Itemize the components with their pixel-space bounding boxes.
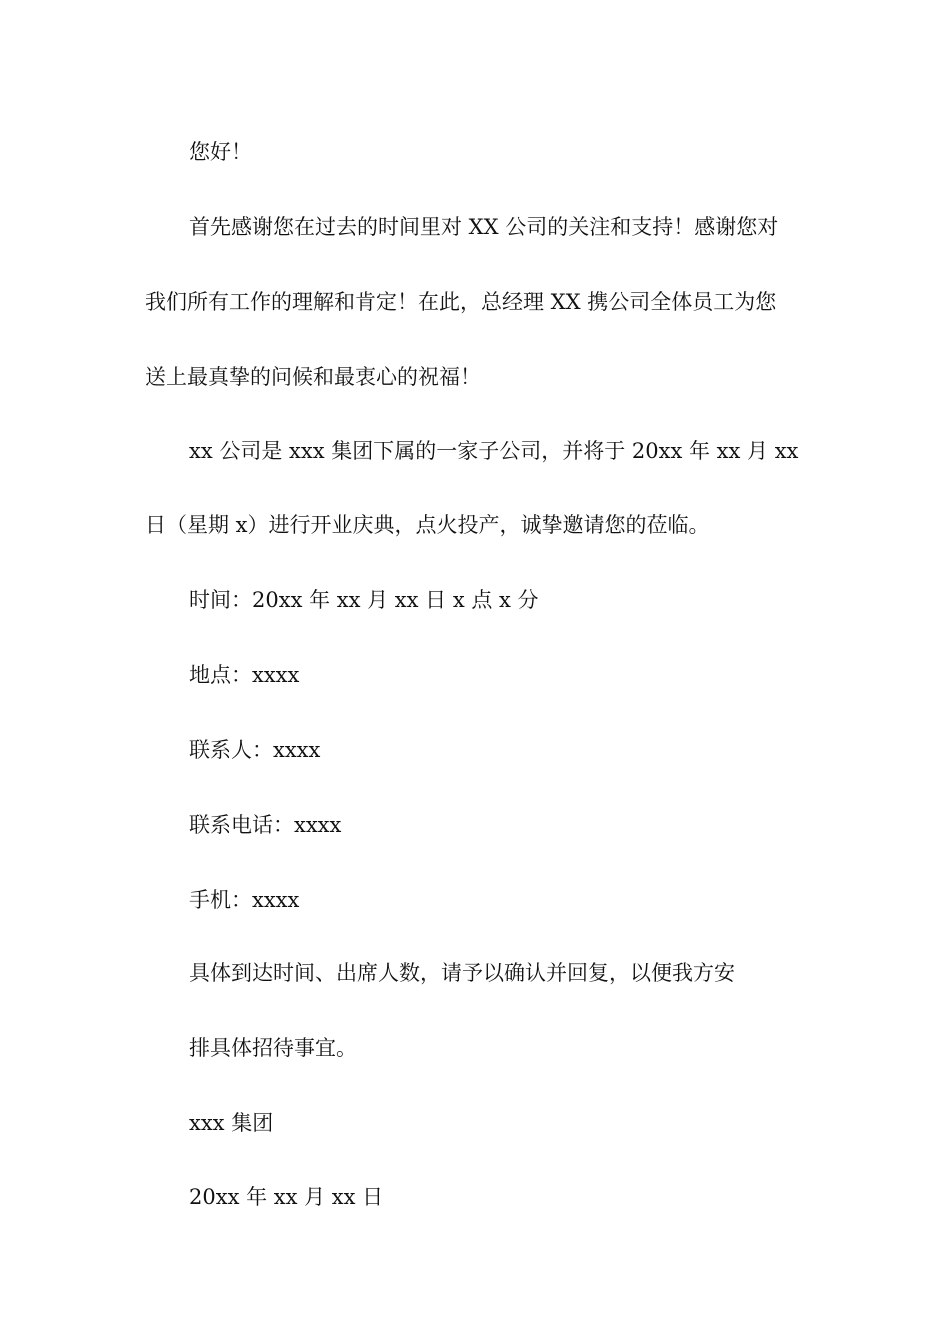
paragraph-1-line-2: 我们所有工作的理解和肯定！在此，总经理 XX 携公司全体员工为您	[145, 290, 777, 314]
paragraph-2-line-2: 日（星期 x）进行开业庆典，点火投产，诚挚邀请您的莅临。	[145, 513, 710, 537]
mobile-phone: 手机：xxxx	[189, 888, 300, 912]
rsvp-line-2: 排具体招待事宜。	[189, 1036, 357, 1060]
signature: xxx 集团	[189, 1111, 274, 1135]
event-time: 时间：20xx 年 xx 月 xx 日 x 点 x 分	[189, 588, 539, 612]
letter-date: 20xx 年 xx 月 xx 日	[189, 1185, 384, 1209]
event-location: 地点：xxxx	[189, 663, 300, 687]
contact-phone: 联系电话：xxxx	[189, 813, 342, 837]
paragraph-1-line-1: 首先感谢您在过去的时间里对 XX 公司的关注和支持！感谢您对	[189, 215, 779, 239]
greeting: 您好！	[189, 140, 252, 164]
paragraph-2-line-1: xx 公司是 xxx 集团下属的一家子公司，并将于 20xx 年 xx 月 xx	[189, 439, 799, 463]
rsvp-line-1: 具体到达时间、出席人数，请予以确认并回复，以便我方安	[189, 961, 735, 985]
paragraph-1-line-3: 送上最真挚的问候和最衷心的祝福！	[145, 365, 481, 389]
contact-person: 联系人：xxxx	[189, 738, 321, 762]
